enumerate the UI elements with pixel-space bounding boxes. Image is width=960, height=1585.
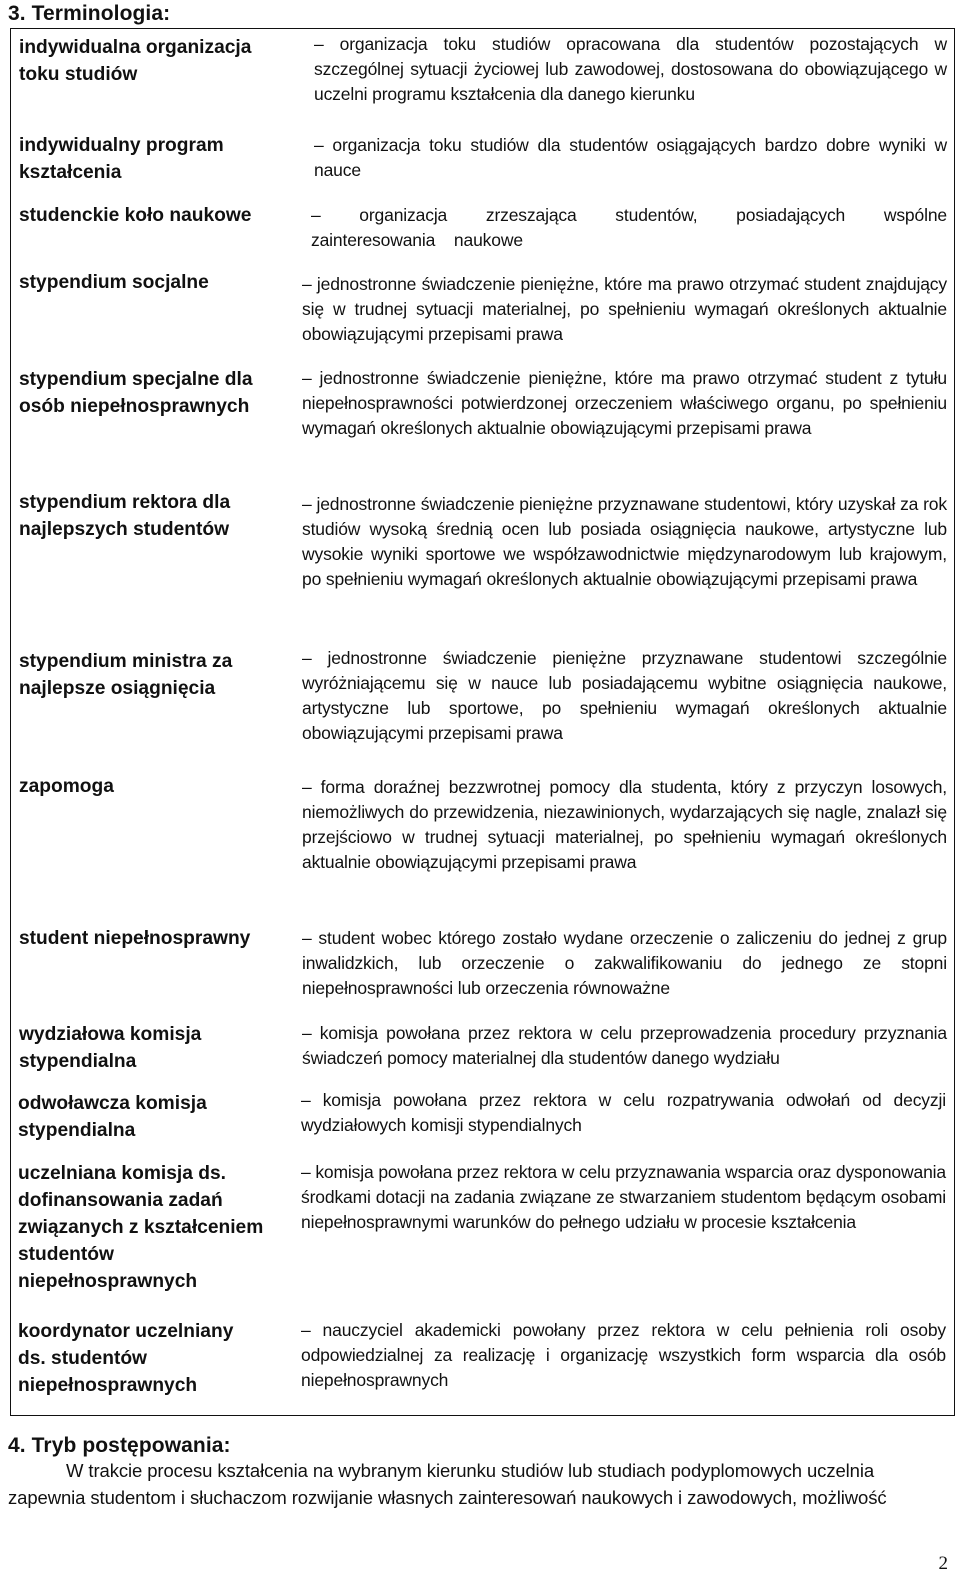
- term-0: indywidualna organizacja toku studiów: [19, 37, 252, 85]
- definition-6: – jednostronne świadczenie pieniężne przyznawane studentowi szczególnie wyróżniającemu się w nauce lub posiadającemu wybitne osiągnięcia naukowe, artystyczne lub sportowe, po spełnieniu wymagań określonych aktualnie obowiązującymi przepisami prawa: [302, 648, 947, 743]
- term-7: zapomoga: [19, 776, 114, 797]
- term-12: koordynator uczelniany ds. studentów niepełnosprawnych: [18, 1321, 234, 1396]
- definition-8: – student wobec którego zostało wydane orzeczenie o zaliczeniu do jednej z grup inwalidzkich, lub orzeczenie o zakwalifikowaniu do jednego ze stopni niepełnosprawności lub orzeczenia równoważne: [302, 928, 947, 998]
- definition-4: – jednostronne świadczenie pieniężne, które ma prawo otrzymać student z tytułu niepełnosprawności potwierdzonej orzeczeniem właściwego organu, po spełnieniu wymagań określonych aktualnie obowiązującymi przepisami prawa: [302, 368, 947, 438]
- page-number: 2: [938, 1553, 948, 1574]
- definition-1: – organizacja toku studiów dla studentów osiągających bardzo dobre wyniki w nauce: [314, 135, 947, 180]
- term-5: stypendium rektora dla najlepszych studentów: [19, 492, 231, 540]
- section-3-title: 3. Terminologia:: [8, 2, 171, 25]
- definition-0: – organizacja toku studiów opracowana dla studentów pozostających w szczególnej sytuacji życiowej lub zawodowej, dostosowana do obowiązującego w uczelni programu kształcenia dla danego kierunku: [314, 34, 947, 104]
- term-8: student niepełnosprawny: [19, 928, 251, 949]
- definition-3: – jednostronne świadczenie pieniężne, które ma prawo otrzymać student znajdujący się w trudnej sytuacji materialnej, po spełnieniu wymagań określonych aktualnie obowiązującymi przepisami prawa: [302, 274, 947, 344]
- definition-9: – komisja powołana przez rektora w celu przeprowadzenia procedury przyznania świadczeń pomocy materialnej dla studentów danego wydziału: [302, 1023, 947, 1068]
- term-10: odwoławcza komisja stypendialna: [18, 1093, 207, 1141]
- term-9: wydziałowa komisja stypendialna: [19, 1024, 202, 1072]
- term-6: stypendium ministra za najlepsze osiągnięcia: [19, 651, 233, 699]
- definition-5: – jednostronne świadczenie pieniężne przyznawane studentowi, który uzyskał za rok studiów wysoką średnią ocen lub posiada osiągnięcia naukowe, artystyczne lub wysokie wyniki sportowe we współzawodnictwie międzynarodowym lub krajowym, po spełnieniu wymagań określonych aktualnie obowiązującymi przepisami prawa: [302, 494, 947, 589]
- section-4-line-1: W trakcie procesu kształcenia na wybranym kierunku studiów lub studiach podyplomowych uczelnia: [66, 1460, 875, 1481]
- term-2: studenckie koło naukowe: [19, 205, 252, 226]
- definition-12: – nauczyciel akademicki powołany przez rektora w celu pełnienia roli osoby odpowiedzialnej za realizację i organizację wszystkich form wsparcia dla osób niepełnosprawnych: [301, 1320, 946, 1390]
- term-1: indywidualny program kształcenia: [19, 135, 224, 183]
- definition-2: – organizacja zrzeszająca studentów, posiadających wspólne zainteresowania naukowe: [311, 205, 947, 250]
- definition-11: – komisja powołana przez rektora w celu przyznawania wsparcia oraz dysponowania środkami dotacji na zadania związane ze stwarzaniem studentom będącym osobami niepełnosprawnymi warunków do pełnego udziału w procesie kształcenia: [301, 1162, 946, 1232]
- section-4-line-2: zapewnia studentom i słuchaczom rozwijanie własnych zainteresowań naukowych i zawodowych, możliwość: [8, 1487, 887, 1508]
- definition-10: – komisja powołana przez rektora w celu rozpatrywania odwołań od decyzji wydziałowych komisji stypendialnych: [301, 1090, 946, 1135]
- term-4: stypendium specjalne dla osób niepełnosprawnych: [19, 369, 253, 417]
- term-11: uczelniana komisja ds. dofinansowania zadań związanych z kształceniem studentów niepełnosprawnych: [18, 1163, 264, 1292]
- term-3: stypendium socjalne: [19, 272, 209, 293]
- definition-7: – forma doraźnej bezzwrotnej pomocy dla studenta, który z przyczyn losowych, niemożliwych do przewidzenia, niezawinionych, wydarzających się nagle, znalazł się przejściowo w trudnej sytuacji materialnej, po spełnieniu wymagań określonych aktualnie obowiązującymi przepisami prawa: [302, 777, 947, 872]
- section-4-title: 4. Tryb postępowania:: [8, 1434, 231, 1457]
